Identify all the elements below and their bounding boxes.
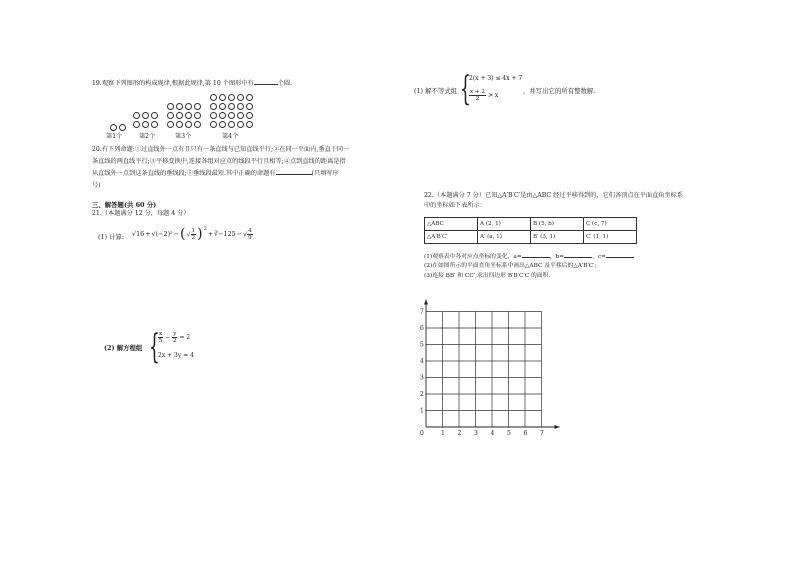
q20-line-2: 条直线的两直线平行;③平移变换中,连接各组对应点的线段平行且相等;④点到直线的距离是指 (92, 158, 346, 165)
sqrt-16: √16 (132, 230, 145, 238)
circle (176, 121, 183, 128)
circle (237, 94, 244, 101)
circle (210, 103, 217, 110)
circle (167, 103, 174, 110)
plus-sign: + (145, 230, 151, 238)
blank-b[interactable] (564, 257, 592, 258)
coordinate-table (424, 217, 637, 244)
half-denominator: 2 (191, 234, 196, 241)
circle-group-1 (110, 124, 126, 131)
sqrt-half: √ $\frac{1}{2}$ (186, 227, 196, 241)
fig-label-4: 第4个 (222, 133, 239, 140)
q22-sub-2: (2)在如图所示的平面直角坐标系中画出△ABC 及平移后的△A′B′C′; (424, 263, 597, 269)
system-brace: { (149, 327, 160, 367)
circle (167, 121, 174, 128)
fig-label-3: 第3个 (175, 133, 192, 140)
table-cell: C (c, 7) (584, 218, 637, 231)
left-paren: ( (179, 226, 186, 242)
square-exponent: 2 (203, 226, 207, 232)
y-tick-label: 6 (420, 325, 424, 332)
table-cell: △ABC (425, 218, 478, 231)
q21-1-label: (1) 计算: (98, 233, 125, 241)
circle (246, 103, 253, 110)
ineq-line-2 (469, 89, 498, 102)
right-paren: ) (197, 226, 203, 242)
circle (119, 124, 126, 131)
eq1-y: y (173, 331, 177, 337)
equation-1 (158, 331, 190, 344)
q22-line-2: 中的坐标如下表所示： (424, 202, 486, 209)
table-cell: C′ (1, 1) (584, 231, 637, 244)
circle (133, 121, 140, 128)
q21-1-expression (132, 226, 253, 242)
circle (110, 124, 117, 131)
ineq-label: (1) 解不等式组 (414, 87, 458, 95)
minus-sign: − (173, 230, 179, 238)
table-cell: B′ (3, 1) (531, 231, 584, 244)
sqrt-neg2-squared: √(−2)² (151, 230, 173, 238)
circle (237, 103, 244, 110)
ineq-line-1: 2(x + 3) ≤ 4x + 7 (469, 75, 523, 82)
x-tick-label: 6 (523, 430, 528, 437)
ineq-denominator: 2 (475, 96, 480, 102)
eq1-5: 5 (158, 338, 163, 344)
circle (151, 112, 158, 119)
x-tick-label: 0 (420, 430, 424, 437)
four-numerator: 4 (248, 227, 252, 234)
circle (194, 121, 201, 128)
coordinate-grid (410, 290, 580, 440)
sub1-a: (1)观察表中各对应点坐标的变化，a= (424, 254, 522, 260)
table-cell: A (2, 1) (478, 218, 531, 231)
x-tick-label: 4 (490, 430, 495, 437)
circle (167, 112, 174, 119)
circle (185, 121, 192, 128)
circle (185, 103, 192, 110)
plus-sign-2: + (207, 230, 214, 238)
eq1-2: 2 (172, 338, 177, 344)
circle (142, 121, 149, 128)
q20-line-3-text: 从直线外一点到这条直线的垂线段;⑤垂线段最短.其中正确的命题有 (92, 170, 276, 177)
q20-line-3-tail: (只填写序 (311, 170, 339, 177)
y-axis-arrow (424, 300, 428, 305)
q19-text (92, 80, 292, 88)
circle-group-3 (167, 103, 201, 128)
circle-group-4 (210, 94, 253, 128)
circle (194, 112, 201, 119)
table-cell: A′ (a, 1) (478, 231, 531, 244)
circle (151, 121, 158, 128)
q19-text-a: 19.观察下列图形的构成规律,根据此规律,第 10 个图形中有 (92, 80, 254, 87)
circle (228, 94, 235, 101)
circle (219, 103, 226, 110)
circle (194, 103, 201, 110)
y-tick-label: 7 (420, 308, 424, 316)
q21-2-label: (2) 解方程组 (104, 344, 143, 352)
q20-blank[interactable] (276, 174, 312, 175)
circle (246, 112, 253, 119)
table-cell: △A′B′C′ (425, 231, 478, 244)
circle-group-2 (133, 112, 158, 128)
circle (246, 94, 253, 101)
sqrt-four-ninths: √ $\frac{4}{9}$ (243, 227, 252, 241)
circle (237, 121, 244, 128)
grid-lines (426, 312, 542, 428)
sub1-b: ，b= (549, 254, 565, 260)
q20-line-3 (92, 170, 339, 178)
circle (219, 121, 226, 128)
ineq-tail: ，并写出它的所有整数解. (523, 87, 596, 95)
x-tick-label: 3 (474, 430, 478, 437)
y-tick-label: 1 (420, 407, 424, 415)
section-title: 三、解答题(共 60 分) (92, 201, 157, 209)
circle (228, 112, 235, 119)
q20-line-4: 号) (92, 182, 101, 189)
eq1-minus: − (165, 334, 171, 341)
y-tick-label: 4 (420, 358, 424, 365)
half-numerator: 1 (191, 227, 196, 234)
ineq-numerator: x + 2 (470, 89, 485, 95)
q19-blank[interactable] (254, 84, 278, 85)
y-tick-label: 3 (420, 374, 424, 382)
eq1-rhs: = 2 (179, 334, 191, 341)
circle (142, 112, 149, 119)
x-tick-label: 1 (441, 430, 445, 437)
circle (237, 112, 244, 119)
fig-label-2: 第2个 (139, 133, 156, 140)
circle (219, 94, 226, 101)
ineq-brace: { (460, 69, 471, 109)
circle (176, 112, 183, 119)
fig-label-1: 第1个 (106, 133, 123, 140)
circle (133, 112, 140, 119)
q19-text-b: 个圆. (277, 80, 293, 87)
table-row (425, 218, 637, 231)
table-cell: B (5, b) (531, 218, 584, 231)
eq1-x: x (159, 331, 163, 337)
x-tick-label: 7 (540, 430, 544, 437)
minus-sign-2: − (236, 230, 243, 238)
sub1-c: ，c= (592, 254, 606, 260)
circle (219, 112, 226, 119)
y-tick-label: 2 (420, 391, 424, 398)
ineq-rhs: > x (487, 92, 499, 99)
blank-c[interactable] (606, 257, 634, 258)
table-row (425, 231, 637, 244)
circle (210, 121, 217, 128)
x-tick-label: 5 (507, 430, 511, 437)
cube-root-neg125: ∛−125 (214, 230, 236, 238)
circle (210, 94, 217, 101)
q22-sub-1 (424, 253, 634, 261)
circle (185, 112, 192, 119)
y-tick-label: 5 (420, 341, 424, 349)
circle (176, 103, 183, 110)
q20-line-1: 20.有下列命题:①过直线外一点有且只有一条直线与已知直线平行;②在同一平面内,垂直于同一 (92, 146, 350, 153)
nine-denominator: 9 (248, 234, 252, 241)
equation-2: 2x + 3y = 4 (158, 352, 194, 359)
circle (210, 112, 217, 119)
circle (228, 121, 235, 128)
circle (228, 103, 235, 110)
circle (246, 121, 253, 128)
q22-line-1: 22.（本题满分 7 分）已知△A′B′C′是由△ABC 经过平移得到的，它们各顶点在平面直角坐标系 (424, 192, 684, 199)
x-tick-label: 2 (457, 430, 462, 437)
x-axis-arrow (555, 425, 560, 429)
blank-a[interactable] (522, 257, 550, 258)
q22-sub-3: (3)连接 BB′ 和 CC′,求出四边形 B′B′C′C 的面积. (424, 273, 551, 279)
q21-header: 21.（本题满分 12 分，每题 4 分） (92, 210, 190, 217)
